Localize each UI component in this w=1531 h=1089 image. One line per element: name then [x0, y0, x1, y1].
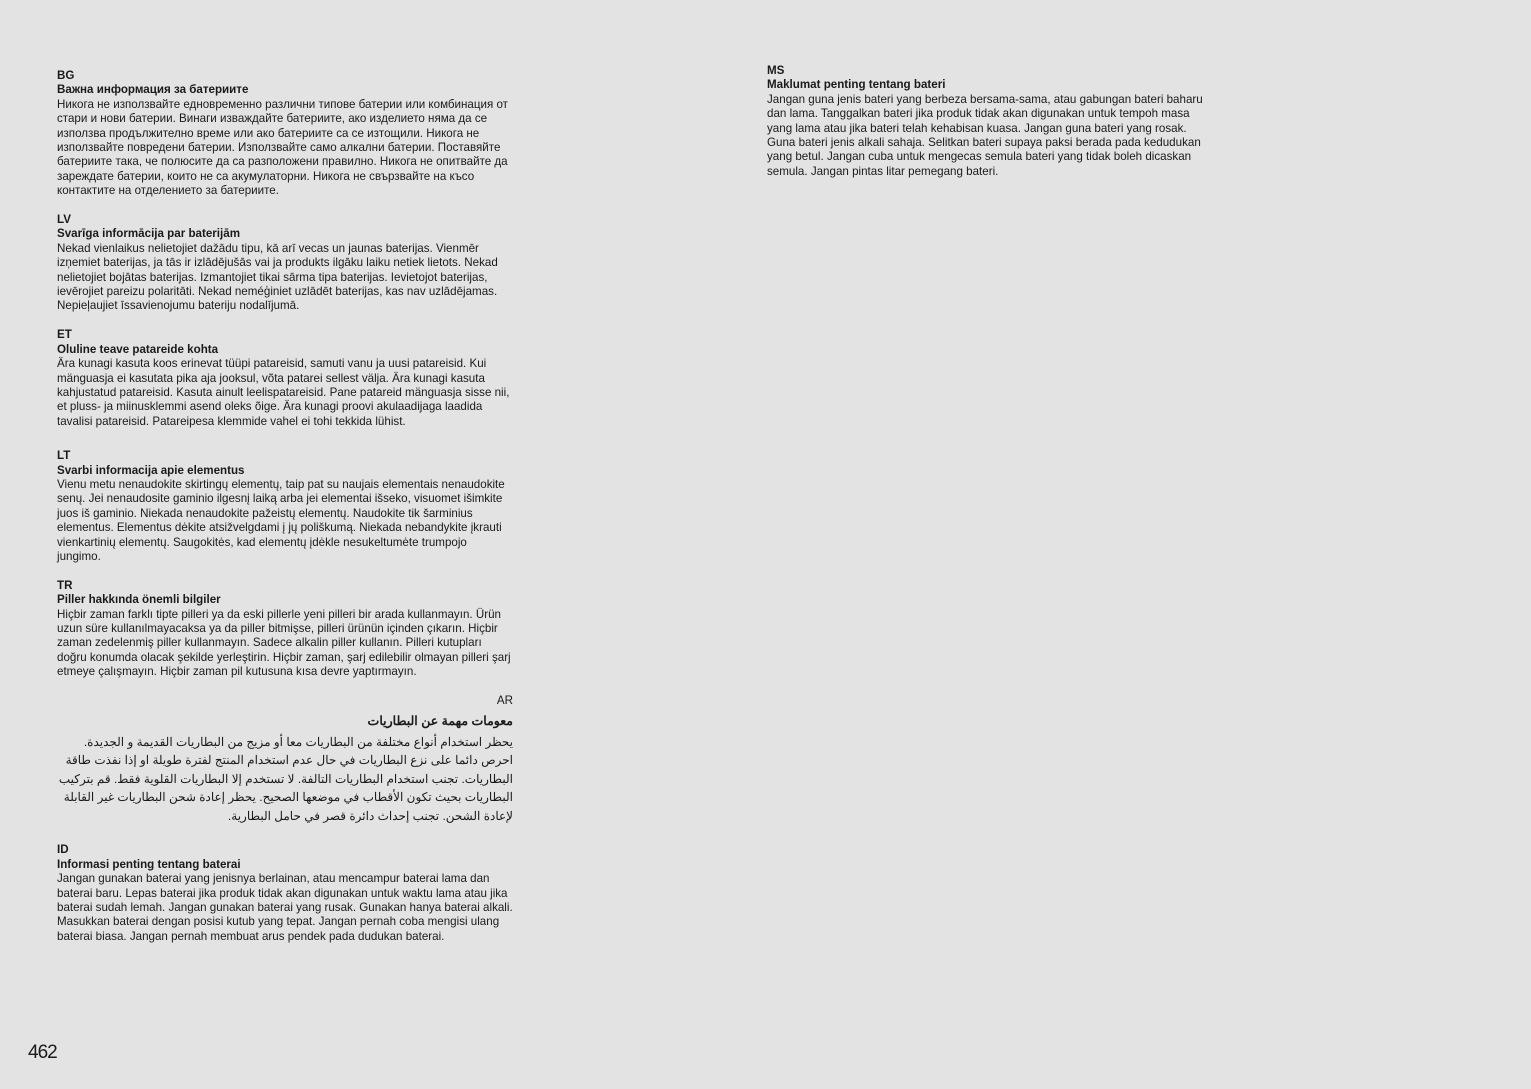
section-ar [57, 694, 513, 825]
section-et [57, 328, 513, 429]
section-title: Oluline teave patareide kohta [57, 342, 219, 356]
language-code: ID [57, 843, 69, 857]
language-code: BG [57, 69, 75, 82]
language-code: AR [496, 694, 513, 707]
section-lv [57, 213, 513, 314]
section-ms [767, 64, 1217, 179]
section-body: Hiçbir zaman farklı tipte pilleri ya da eski pillerle yeni pilleri bir arada kullanmayın. Ürün uzun süre kullanılmayacaksa ya da piller bitmişse, pilleri ürünün içinden çıkarın. Hiçbir zaman zedelenmiş piller kullanmayın. Sadece alkalin piller kullanın. Pilleri kutupları doğru konumda olacak şekilde yerleştirin. Hiçbir zaman, şarj edilebilir olmayan pilleri şarj etmeye çalışmayın. Hiçbir zaman pil kutusuna kısa devre yaptırmayın. [57, 607, 511, 679]
section-title: Informasi penting tentang baterai [57, 857, 241, 871]
section-title: Piller hakkında önemli bilgiler [57, 593, 221, 607]
section-body: Никога не използвайте едновременно различни типове батерии или комбинация от стари и нови батерии. Винаги изваждайте батериите, ако изделието няма да се използва продължително време или ако батериите са се изтощили. Никога не използвайте повредени батерии. Използвайте само алкални батерии. Поставяйте батериите така, че полюсите да са разположени правилно. Никога не опитвайте да зареждате батерии, които не са акумулаторни. Никога не свързвайте на късо контактите на отделението за батериите. [57, 97, 508, 198]
section-body: Jangan guna jenis bateri yang berbeza bersama-sama, atau gabungan bateri baharu dan lama. Tanggalkan bateri jika produk tidak akan digunakan untuk tempoh masa yang lama atau jika bateri telah kehabisan kuasa. Jangan guna bateri yang rosak. Guna bateri jenis alkali sahaja. Selitkan bateri supaya paksi berada pada kedudukan yang betul. Jangan cuba untuk mengecas semula bateri yang tidak boleh dicaskan semula. Jangan pintas litar pemegang bateri. [767, 92, 1203, 178]
section-bg [57, 69, 513, 199]
language-code: MS [767, 64, 785, 77]
section-title: Maklumat penting tentang bateri [767, 78, 946, 92]
section-id [57, 843, 513, 944]
section-lt [57, 449, 513, 564]
section-body: Jangan gunakan baterai yang jenisnya berlainan, atau mencampur baterai lama dan baterai baru. Lepas baterai jika produk tidak akan digunakan untuk waktu lama atau jika baterai sudah lemah. Jangan gunakan baterai yang rusak. Gunakan hanya baterai alkali. Masukkan baterai dengan posisi kutub yang tepat. Jangan pernah coba mengisi ulang baterai biasa. Jangan pernah membuat arus pendek pada dudukan baterai. [57, 872, 513, 943]
section-title: معومات مهمة عن البطاريات [367, 714, 513, 729]
section-tr [57, 579, 513, 680]
language-code: TR [57, 578, 73, 592]
section-body: Ära kunagi kasuta koos erinevat tüüpi patareisid, samuti vanu ja uusi patareisid. Kui mänguasja ei kasutata pika aja jooksul, võta patarei sellest välja. Ära kunagi kasuta kahjustatud patareisid. Kasuta ainult leelispatareisid. Pane patareid mänguasja sisse nii, et pluss- ja miinusklemmi asend oleks õige. Ära kunagi proovi akulaadijaga laadida tavalisi patareisid. Patareipesa klemmide vahel ei tohi tekkida lühist. [57, 357, 510, 428]
section-body: يحظر استخدام أنواع مختلفة من البطاريات معا أو مزيج من البطاريات القديمة و الجديدة. احرص دائما على نزع البطاريات في حال عدم استخدام المنتج لفترة طويلة او إذا نفذت طاقة البطاريات. تجنب استخدام البطاريات التالفة. لا تستخدم إلا البطاريات القلوية فقط. قم بتركيب البطاريات بحيث تكون الأقطاب في موضعها الصحيح. يحظر إعادة شحن البطاريات غير القابلة لإعادة الشحن. تجنب إحداث دائرة قصر في حامل البطارية. [58, 734, 513, 823]
page-number: 462 [28, 1042, 57, 1063]
section-body: Nekad vienlaikus nelietojiet dažādu tipu, kā arī vecas un jaunas baterijas. Vienmēr izņemiet baterijas, ja tās ir izlādējušās vai ja produkts ilgāku laiku netiek lietots. Nekad nelietojiet bojātas baterijas. Izmantojiet tikai sārma tipa baterijas. Ievietojot baterijas, ievērojiet pareizu polaritāti. Nekad neméģiniet uzlādēt baterijas, kas nav uzlādējamas. Nepieļaujiet īssavienojumu bateriju nodalījumā. [57, 241, 498, 313]
language-code: LV [57, 213, 71, 227]
section-title: Svarīga informācija par baterijām [57, 227, 240, 241]
left-column [57, 69, 513, 959]
language-code: LT [57, 449, 71, 463]
section-body: Vienu metu nenaudokite skirtingų elementų, taip pat su naujais elementais nenaudokite senų. Jei nenaudosite gaminio ilgesnį laiką arba jei elementai išseko, visuomet išimkite juos iš gaminio. Niekada nenaudokite pažeistų elementų. Naudokite tik šarminius elementus. Elementus dėkite atsižvelgdami į jų poliškumą. Niekada nebandykite įkrauti vienkartinių elementų. Saugokitės, kad elementų įdėkle nesukeltumėte trumpojo jungimo. [57, 477, 505, 563]
section-title: Svarbi informacija apie elementus [57, 463, 245, 477]
section-title: Важна информация за батериите [57, 83, 249, 97]
language-code: ET [57, 328, 72, 342]
right-column [767, 64, 1217, 194]
